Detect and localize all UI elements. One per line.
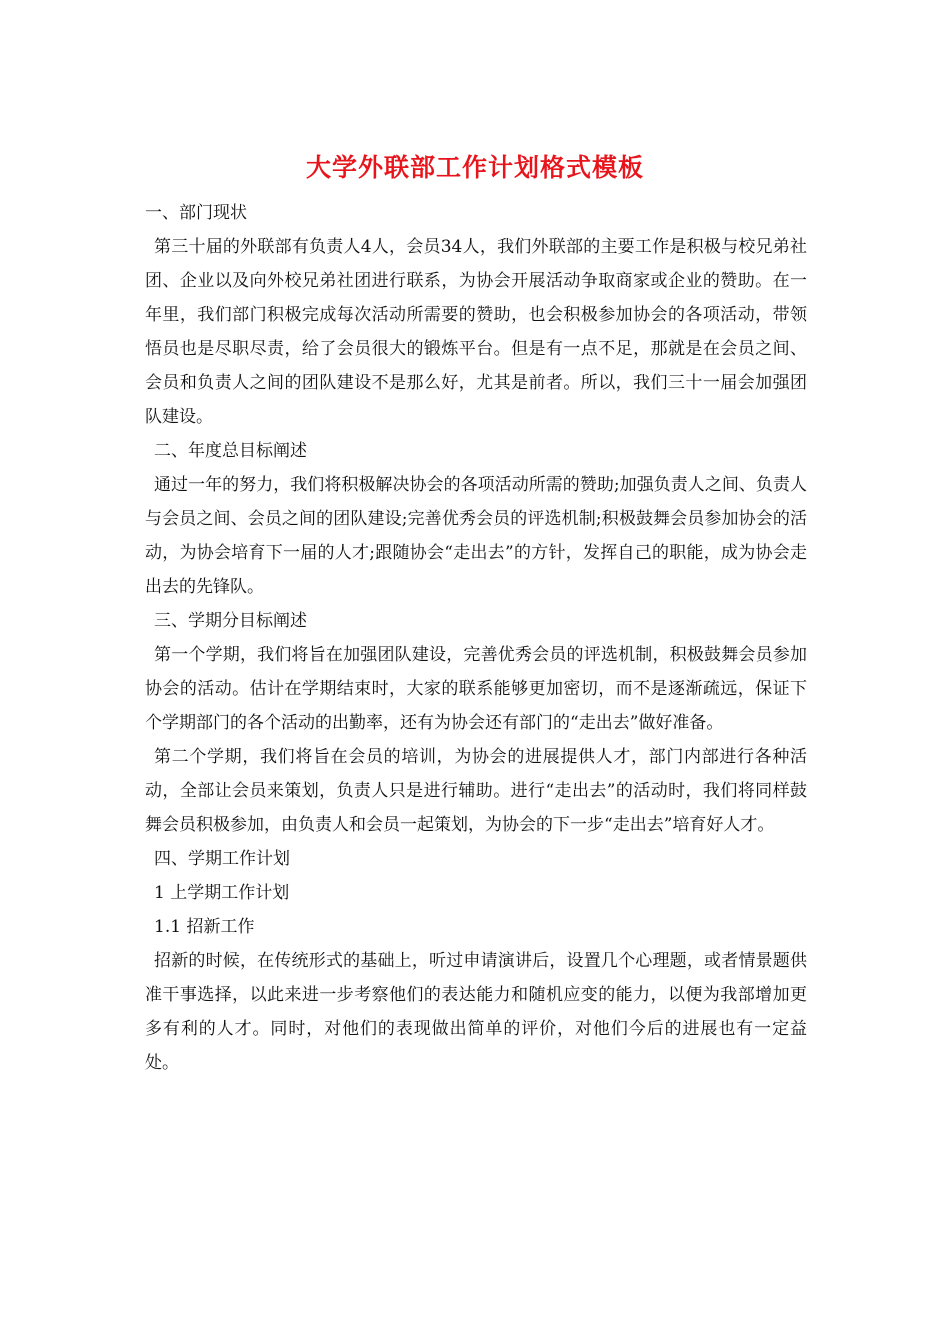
section-heading: 三、学期分目标阐述 — [154, 611, 307, 631]
body-paragraph: 第一个学期，我们将旨在加强团队建设，完善优秀会员的评选机制，积极鼓舞会员参加协会的活动。估计在学期结束时，大家的联系能够更加密切，而不是逐渐疏远，保证下个学期部门的各个活动的出勤率，还有为协会还有部门的“走出去”做好准备。 — [145, 645, 807, 733]
document-title: 大学外联部工作计划格式模板 — [305, 153, 644, 182]
body-paragraph: 通过一年的努力，我们将积极解决协会的各项活动所需的赞助;加强负责人之间、负责人与会员之间、会员之间的团队建设;完善优秀会员的评选机制;积极鼓舞会员参加协会的活动，为协会培育下一届的人才;跟随协会“走出去”的方针，发挥自己的职能，成为协会走出去的先锋队。 — [145, 475, 807, 597]
subsection-heading: 1.1 招新工作 — [154, 917, 255, 937]
section-heading: 四、学期工作计划 — [154, 849, 290, 869]
section-heading: 二、年度总目标阐述 — [154, 441, 307, 461]
subsection-heading: 1 上学期工作计划 — [154, 883, 290, 903]
body-paragraph: 第二个学期，我们将旨在会员的培训，为协会的进展提供人才，部门内部进行各种活动，全部让会员来策划，负责人只是进行辅助。进行“走出去”的活动时，我们将同样鼓舞会员积极参加，由负责人和会员一起策划，为协会的下一步“走出去”培育好人才。 — [145, 747, 807, 835]
document-body — [145, 196, 807, 1080]
section-heading: 一、部门现状 — [145, 203, 247, 223]
body-paragraph: 招新的时候，在传统形式的基础上，听过申请演讲后，设置几个心理题，或者情景题供准干事选择，以此来进一步考察他们的表达能力和随机应变的能力，以便为我部增加更多有利的人才。同时，对他们的表现做出简单的评价，对他们今后的进展也有一定益处。 — [145, 951, 807, 1073]
body-paragraph: 第三十届的外联部有负责人4人，会员34人，我们外联部的主要工作是积极与校兄弟社团、企业以及向外校兄弟社团进行联系，为协会开展活动争取商家或企业的赞助。在一年里，我们部门积极完成每次活动所需要的赞助，也会积极参加协会的各项活动，带领悟员也是尽职尽责，给了会员很大的锻炼平台。但是有一点不足，那就是在会员之间、会员和负责人之间的团队建设不是那么好，尤其是前者。所以，我们三十一届会加强团队建设。 — [145, 237, 807, 427]
